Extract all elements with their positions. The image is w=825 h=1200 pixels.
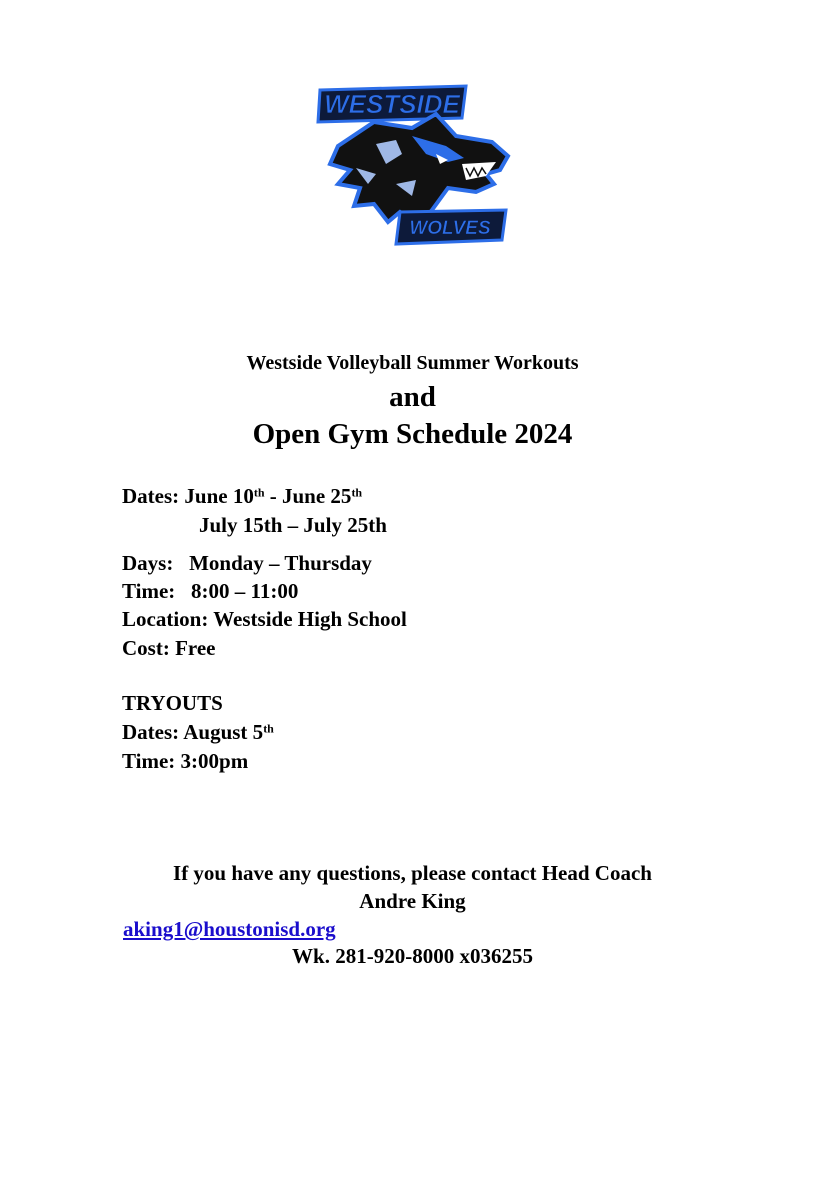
workout-location: Location: Westside High School xyxy=(122,607,407,631)
title-open-gym-schedule: Open Gym Schedule 2024 xyxy=(252,418,573,450)
westside-wolves-logo xyxy=(316,84,512,248)
workout-dates-line: Dates: June 10th - June 25th xyxy=(122,484,363,508)
tryouts-dates: Dates: August 5th xyxy=(122,720,274,744)
title-summer-workouts: Westside Volleyball Summer Workouts xyxy=(246,352,579,374)
title-and: and xyxy=(389,381,436,413)
workout-time: Time: 8:00 – 11:00 xyxy=(122,579,299,603)
coach-phone: Wk. 281-920-8000 x036255 xyxy=(292,944,533,968)
tryouts-heading: TRYOUTS xyxy=(122,691,223,715)
logo-top-word: WESTSIDE xyxy=(324,89,460,119)
contact-text: If you have any questions, please contact Head Coach xyxy=(173,861,652,885)
coach-name: Andre King xyxy=(359,889,466,913)
workout-days: Days: Monday – Thursday xyxy=(122,551,372,575)
logo-bottom-word: WOLVES xyxy=(409,218,491,239)
wolf-logo-graphic xyxy=(316,84,512,248)
workout-dates-line-2: July 15th – July 25th xyxy=(199,513,387,537)
workout-cost: Cost: Free xyxy=(122,636,216,660)
coach-email-link[interactable]: aking1@houstonisd.org xyxy=(123,917,336,941)
tryouts-time: Time: 3:00pm xyxy=(122,749,249,773)
